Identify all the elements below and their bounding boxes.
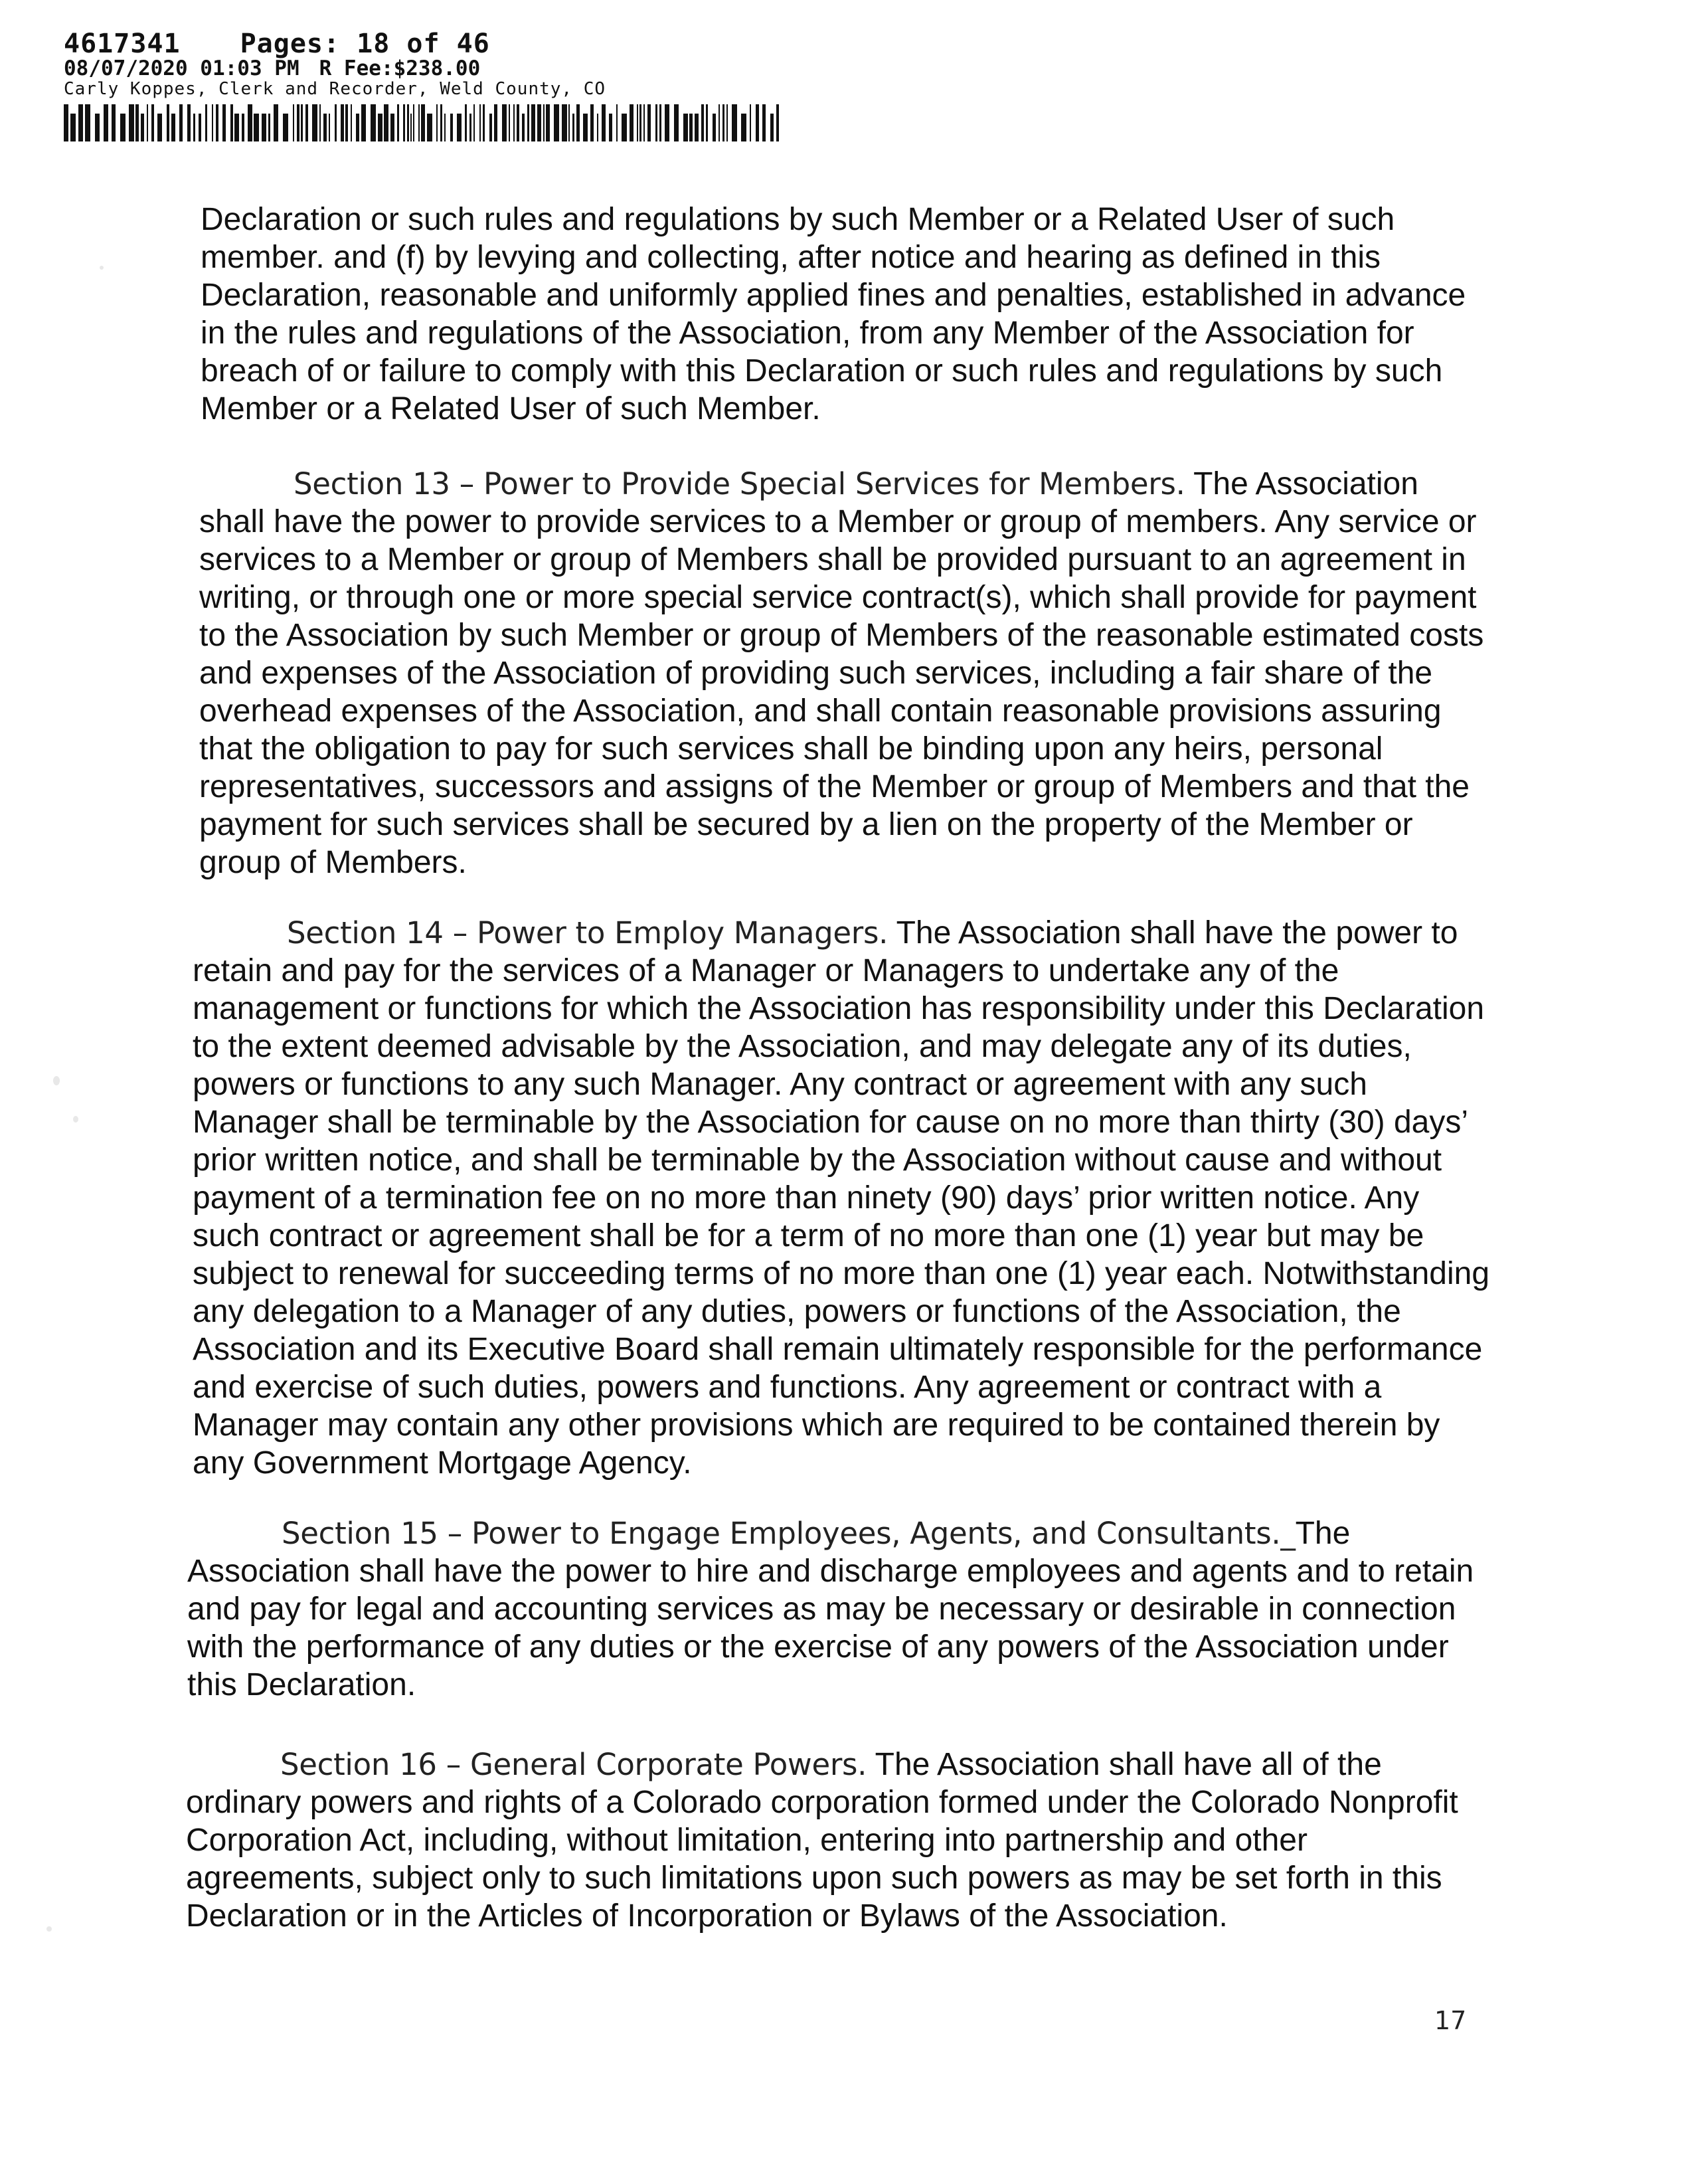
section-14-paragraph xyxy=(193,914,1494,1482)
barcode-bar xyxy=(262,114,266,141)
barcode-bar xyxy=(546,104,550,141)
barcode-bar xyxy=(305,104,308,141)
barcode-bar xyxy=(222,104,226,141)
scan-speck xyxy=(46,1926,52,1932)
barcode-bar xyxy=(323,114,327,141)
barcode-bar xyxy=(112,104,116,141)
barcode-bar xyxy=(205,104,207,141)
barcode-bar xyxy=(312,104,317,141)
barcode-bar xyxy=(674,104,679,141)
barcode-bar xyxy=(706,104,708,141)
barcode-bar xyxy=(440,104,442,141)
barcode-bar xyxy=(413,104,414,141)
barcode-bar xyxy=(643,104,645,141)
barcode-bar xyxy=(741,114,746,141)
barcode-bar xyxy=(776,104,779,141)
barcode-bar xyxy=(531,104,535,141)
barcode-bar xyxy=(254,114,259,141)
barcode-bar xyxy=(726,104,728,141)
barcode-bar xyxy=(713,114,716,141)
barcode-bar xyxy=(403,104,405,141)
barcode-bar xyxy=(469,114,471,141)
barcode-bar xyxy=(187,104,191,141)
barcode-bar xyxy=(689,114,693,141)
barcode-bar xyxy=(494,104,497,141)
barcode-bar xyxy=(135,104,139,141)
barcode-bar xyxy=(268,114,270,141)
barcode-bar xyxy=(576,104,580,141)
barcode-bar xyxy=(199,114,201,141)
barcode-bar xyxy=(390,114,394,141)
barcode-bar xyxy=(517,104,519,141)
barcode-bar xyxy=(248,104,252,141)
section-16-heading: Section 16 – General Corporate Powers. xyxy=(280,1747,867,1782)
barcode-bar xyxy=(522,114,525,141)
barcode-bar xyxy=(329,114,330,141)
barcode-bar xyxy=(297,104,299,141)
barcode-bar xyxy=(701,104,704,141)
barcode-bar xyxy=(756,104,759,141)
barcode-bar xyxy=(384,104,388,141)
barcode-bar xyxy=(597,114,598,141)
barcode-bar xyxy=(554,104,559,141)
section-13-paragraph xyxy=(199,465,1487,881)
barcode-bar xyxy=(572,114,574,141)
barcode-bar xyxy=(683,114,688,141)
barcode-bar xyxy=(543,104,545,141)
scan-speck xyxy=(73,1116,78,1123)
barcode-bar xyxy=(361,104,366,141)
barcode-bar xyxy=(70,114,76,141)
barcode-bar xyxy=(457,114,462,141)
barcode-bar xyxy=(356,114,359,141)
barcode-bar xyxy=(616,104,618,141)
barcode-bar xyxy=(234,114,239,141)
barcode-bar xyxy=(509,104,510,141)
barcode-bar xyxy=(230,104,233,141)
barcode-bar xyxy=(590,104,594,141)
scan-speck xyxy=(100,266,104,270)
barcode-bar xyxy=(171,114,175,141)
barcode-bar xyxy=(78,104,83,141)
barcode-bar xyxy=(418,104,420,141)
barcode-bar xyxy=(527,104,529,141)
barcode-bar xyxy=(335,104,337,141)
section-15-heading: Section 15 – Power to Engage Employees, Agents, and Consultants._ xyxy=(282,1516,1296,1551)
barcode-bar xyxy=(637,104,638,141)
barcode-bar xyxy=(274,104,278,141)
barcode-bar xyxy=(473,104,475,141)
section-16-paragraph xyxy=(186,1746,1487,1935)
reception-number: 4617341 xyxy=(64,29,181,59)
barcode-bar xyxy=(421,104,425,141)
barcode-bar xyxy=(345,104,348,141)
barcode-bar xyxy=(444,114,446,141)
barcode-bar xyxy=(659,104,661,141)
section-14-text: The Association shall have the power to retain and pay for the services of a Manager or Managers to undertake any of the management or functions for which the Association has responsibility under this Declaration to the extent deemed advisable by the Association, and may delegate any of its duties, powers or functions to any such Manager. Any contract or agreement with any such Manager shall be terminable by the Association for cause on no more than thirty (30) days’ prior written notice, and shall be terminable by the Association without cause and without payment of a termination fee on no more than ninety (90) days’ prior written notice. Any such contract or agreement shall be for a term of no more than one (1) year but may be subject to renewal for succeeding terms of no more than one (1) year each. Notwithstanding any delegation to a Manager of any duties, powers or functions of the Association, the Association and its Executive Board shall remain ultimately responsible for the performance and exercise of such duties, powers and functions. Any agreement or contract with a Manager may contain any other provisions which are required to be contained therein by any Government Mortgage Agency. xyxy=(193,915,1490,1481)
barcode-bar xyxy=(427,114,432,141)
barcode-bar xyxy=(513,104,515,141)
stamp-date-line xyxy=(64,58,794,79)
barcode-bar xyxy=(562,104,567,141)
barcode-bar xyxy=(639,104,641,141)
page-count: Pages: 18 of 46 xyxy=(240,29,490,59)
barcode-bar xyxy=(129,104,134,141)
barcode-bar xyxy=(242,114,244,141)
recording-stamp xyxy=(64,31,794,141)
barcode-bar xyxy=(104,104,108,141)
barcode-bar xyxy=(479,104,481,141)
barcode-bar xyxy=(141,114,144,141)
section-15-paragraph xyxy=(187,1514,1476,1704)
barcode-bar xyxy=(95,114,100,141)
barcode-bar xyxy=(193,114,195,141)
barcode-bar xyxy=(719,104,720,141)
barcode-bar xyxy=(120,114,126,141)
barcode-bar xyxy=(655,104,657,141)
barcode-bar xyxy=(293,104,294,141)
barcode-bar xyxy=(450,114,453,141)
barcode-bar xyxy=(568,104,570,141)
barcode-bar xyxy=(147,104,148,141)
barcode-bar xyxy=(750,104,751,141)
barcode-bar xyxy=(341,104,344,141)
recording-date-time: 08/07/2020 01:03 PM xyxy=(64,56,299,80)
barcode-bar xyxy=(489,114,492,141)
barcode-bar xyxy=(436,104,438,141)
barcode-bar xyxy=(502,104,507,141)
barcode-bar xyxy=(602,104,606,141)
section-13-text: The Association shall have the power to provide services to a Member or group of members. Any service or services to a Member or group of Members shall be provided pursuant to an agreement in writing, or through one or more special service contract(s), which shall provide for payment to the Association by such Member or group of Members of the reasonable estimated costs and expenses of the Association of providing such services, including a fair share of the overhead expenses of the Association, and shall contain reasonable provisions assuring that the obligation to pay for such services shall be binding upon any heirs, personal representatives, successors and assigns of the Member or group of Members and that the payment for such services shall be secured by a lien on the property of the Member or group of Members. xyxy=(199,466,1484,880)
barcode-bar xyxy=(378,114,382,141)
barcode-bar xyxy=(609,114,612,141)
barcode-bar xyxy=(695,114,699,141)
section-13-heading: Section 13 – Power to Provide Special Services for Members. xyxy=(294,466,1185,501)
barcode-bar xyxy=(732,104,737,141)
barcode-bar xyxy=(665,104,669,141)
section-14-heading: Section 14 – Power to Employ Managers. xyxy=(287,915,888,951)
recording-barcode xyxy=(64,104,781,141)
barcode-bar xyxy=(622,114,627,141)
section-15-text: The Association shall have the power to hire and discharge employees and agents and to retain and pay for legal and accounting services as may be necessary or desirable in connection with the performance of any duties or the exercise of any powers of the Association under this Declaration. xyxy=(187,1516,1474,1702)
scan-speck xyxy=(53,1076,60,1085)
barcode-bar xyxy=(301,104,303,141)
barcode-bar xyxy=(397,104,399,141)
barcode-bar xyxy=(770,114,774,141)
barcode-bar xyxy=(64,104,68,141)
barcode-bar xyxy=(212,104,213,141)
barcode-bar xyxy=(722,104,724,141)
recorder-name: Carly Koppes, Clerk and Recorder, Weld County, CO xyxy=(64,79,606,99)
paragraph-continuation xyxy=(201,201,1482,428)
barcode-bar xyxy=(483,104,485,141)
barcode-bar xyxy=(179,104,183,141)
barcode-bar xyxy=(216,104,218,141)
barcode-bar xyxy=(283,114,288,141)
barcode-bar xyxy=(762,104,766,141)
barcode-bar xyxy=(630,104,634,141)
barcode-bar xyxy=(407,104,409,141)
section-16-text: The Association shall have all of the ordinary powers and rights of a Colorado corporation formed under the Colorado Nonprofit Corporation Act, including, without limitation, entering into partnership and other agreements, subject only to such limitations upon such powers as may be set forth in this Declaration or in the Articles of Incorporation or Bylaws of the Association. xyxy=(186,1747,1458,1934)
stamp-reception-line xyxy=(64,31,794,57)
barcode-bar xyxy=(537,104,541,141)
barcode-bar xyxy=(319,104,321,141)
page-number: 17 xyxy=(1434,2006,1467,2035)
barcode-bar xyxy=(167,104,169,141)
recording-fee: R Fee:$238.00 xyxy=(319,56,481,80)
barcode-bar xyxy=(85,104,90,141)
barcode-bar xyxy=(410,114,412,141)
barcode-bar xyxy=(583,114,588,141)
barcode-bar xyxy=(465,104,467,141)
barcode-bar xyxy=(157,114,162,141)
barcode-bar xyxy=(647,104,651,141)
barcode-bar xyxy=(371,104,376,141)
paragraph-text: Declaration or such rules and regulations by such Member or a Related User of such member. and (f) by levying and collecting, after notice and hearing as defined in this Declaration, reasonable and uniformly applied fines and penalties, established in advance in the rules and regulations of the Association, from any Member of the Association for breach of or failure to comply with this Declaration or such rules and regulations by such Member or a Related User of such Member. xyxy=(201,202,1466,426)
barcode-bar xyxy=(151,104,154,141)
barcode-bar xyxy=(351,104,352,141)
